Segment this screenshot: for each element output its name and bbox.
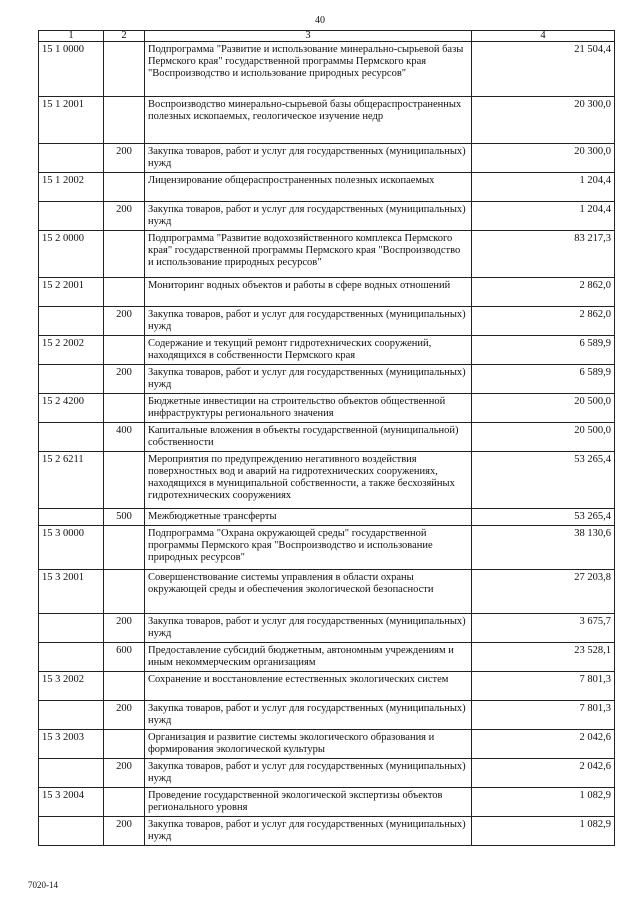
row-expense-type-cell: 500 xyxy=(104,509,145,526)
document-code: 7020-14 xyxy=(28,880,58,890)
table-row xyxy=(39,452,615,509)
row-name-cell: Закупка товаров, работ и услуг для государственных (муниципальных) нужд xyxy=(145,144,472,173)
row-expense-type-cell xyxy=(104,394,145,423)
row-expense-type-cell: 200 xyxy=(104,759,145,788)
table-row xyxy=(39,701,615,730)
row-amount-cell: 20 300,0 xyxy=(472,97,615,144)
row-code-cell xyxy=(39,202,104,231)
row-name-cell: Содержание и текущий ремонт гидротехнических сооружений, находящихся в собственности Пермского края xyxy=(145,336,472,365)
row-expense-type-cell xyxy=(104,730,145,759)
row-expense-type-cell: 200 xyxy=(104,701,145,730)
row-name-cell: Закупка товаров, работ и услуг для государственных (муниципальных) нужд xyxy=(145,365,472,394)
header-col-1: 1 xyxy=(39,31,104,42)
row-expense-type-cell xyxy=(104,278,145,307)
row-name-cell: Сохранение и восстановление естественных экологических систем xyxy=(145,672,472,701)
table-row xyxy=(39,643,615,672)
row-code-cell: 15 1 2002 xyxy=(39,173,104,202)
row-expense-type-cell: 200 xyxy=(104,202,145,231)
row-amount-cell: 1 082,9 xyxy=(472,817,615,846)
table-row xyxy=(39,788,615,817)
row-amount-cell: 53 265,4 xyxy=(472,509,615,526)
row-name-cell: Лицензирование общераспространенных полезных ископаемых xyxy=(145,173,472,202)
table-row xyxy=(39,509,615,526)
row-code-cell: 15 2 0000 xyxy=(39,231,104,278)
table-row xyxy=(39,423,615,452)
table-row xyxy=(39,570,615,614)
row-code-cell: 15 3 2001 xyxy=(39,570,104,614)
row-expense-type-cell xyxy=(104,42,145,97)
table-row xyxy=(39,730,615,759)
row-amount-cell: 2 042,6 xyxy=(472,759,615,788)
row-name-cell: Совершенствование системы управления в области охраны окружающей среды и обеспечения экологической безопасности xyxy=(145,570,472,614)
table-row xyxy=(39,336,615,365)
row-code-cell xyxy=(39,614,104,643)
row-expense-type-cell: 600 xyxy=(104,643,145,672)
row-name-cell: Закупка товаров, работ и услуг для государственных (муниципальных) нужд xyxy=(145,202,472,231)
row-amount-cell: 20 300,0 xyxy=(472,144,615,173)
row-code-cell xyxy=(39,365,104,394)
row-expense-type-cell xyxy=(104,452,145,509)
row-name-cell: Подпрограмма "Охрана окружающей среды" государственной программы Пермского края "Воспроизводство и использование природных ресурсов" xyxy=(145,526,472,570)
table-row xyxy=(39,42,615,97)
row-name-cell: Закупка товаров, работ и услуг для государственных (муниципальных) нужд xyxy=(145,307,472,336)
row-name-cell: Межбюджетные трансферты xyxy=(145,509,472,526)
row-expense-type-cell xyxy=(104,788,145,817)
table-row xyxy=(39,614,615,643)
row-expense-type-cell xyxy=(104,97,145,144)
row-amount-cell: 3 675,7 xyxy=(472,614,615,643)
row-code-cell: 15 2 6211 xyxy=(39,452,104,509)
row-name-cell: Подпрограмма "Развитие водохозяйственного комплекса Пермского края" государственной программы Пермского края "Воспроизводство и использование природных ресурсов" xyxy=(145,231,472,278)
row-amount-cell: 53 265,4 xyxy=(472,452,615,509)
row-name-cell: Закупка товаров, работ и услуг для государственных (муниципальных) нужд xyxy=(145,614,472,643)
row-amount-cell: 20 500,0 xyxy=(472,423,615,452)
header-col-2: 2 xyxy=(104,31,145,42)
row-amount-cell: 20 500,0 xyxy=(472,394,615,423)
row-code-cell: 15 2 2002 xyxy=(39,336,104,365)
row-amount-cell: 6 589,9 xyxy=(472,365,615,394)
row-code-cell xyxy=(39,817,104,846)
row-amount-cell: 2 862,0 xyxy=(472,278,615,307)
row-name-cell: Закупка товаров, работ и услуг для государственных (муниципальных) нужд xyxy=(145,701,472,730)
row-amount-cell: 21 504,4 xyxy=(472,42,615,97)
table-row xyxy=(39,231,615,278)
row-expense-type-cell: 200 xyxy=(104,365,145,394)
page-number: 40 xyxy=(315,15,325,26)
row-expense-type-cell: 400 xyxy=(104,423,145,452)
row-code-cell xyxy=(39,509,104,526)
row-amount-cell: 6 589,9 xyxy=(472,336,615,365)
row-name-cell: Проведение государственной экологической экспертизы объектов регионального уровня xyxy=(145,788,472,817)
row-amount-cell: 1 204,4 xyxy=(472,173,615,202)
table-row xyxy=(39,365,615,394)
table-row xyxy=(39,97,615,144)
row-amount-cell: 83 217,3 xyxy=(472,231,615,278)
header-row xyxy=(39,31,615,42)
header-col-3: 3 xyxy=(145,31,472,42)
budget-table xyxy=(38,30,615,846)
row-code-cell: 15 3 0000 xyxy=(39,526,104,570)
row-amount-cell: 7 801,3 xyxy=(472,701,615,730)
table-row xyxy=(39,173,615,202)
table-row xyxy=(39,672,615,701)
row-amount-cell: 2 862,0 xyxy=(472,307,615,336)
row-amount-cell: 7 801,3 xyxy=(472,672,615,701)
row-expense-type-cell: 200 xyxy=(104,614,145,643)
row-code-cell xyxy=(39,144,104,173)
row-name-cell: Закупка товаров, работ и услуг для государственных (муниципальных) нужд xyxy=(145,817,472,846)
row-name-cell: Закупка товаров, работ и услуг для государственных (муниципальных) нужд xyxy=(145,759,472,788)
row-amount-cell: 38 130,6 xyxy=(472,526,615,570)
row-name-cell: Капитальные вложения в объекты государственной (муниципальной) собственности xyxy=(145,423,472,452)
table-row xyxy=(39,759,615,788)
table-body xyxy=(39,42,615,846)
table-row xyxy=(39,307,615,336)
row-code-cell xyxy=(39,423,104,452)
row-code-cell: 15 1 0000 xyxy=(39,42,104,97)
header-col-4: 4 xyxy=(472,31,615,42)
row-name-cell: Подпрограмма "Развитие и использование минерально-сырьевой базы Пермского края" государственной программы Пермского края "Воспроизводство и использование природных ресурсов" xyxy=(145,42,472,97)
table-row xyxy=(39,526,615,570)
row-expense-type-cell xyxy=(104,173,145,202)
row-expense-type-cell xyxy=(104,570,145,614)
row-expense-type-cell: 200 xyxy=(104,144,145,173)
row-amount-cell: 1 082,9 xyxy=(472,788,615,817)
row-amount-cell: 27 203,8 xyxy=(472,570,615,614)
row-amount-cell: 1 204,4 xyxy=(472,202,615,231)
table-row xyxy=(39,278,615,307)
row-code-cell xyxy=(39,759,104,788)
row-name-cell: Мониторинг водных объектов и работы в сфере водных отношений xyxy=(145,278,472,307)
row-name-cell: Предоставление субсидий бюджетным, автономным учреждениям и иным некоммерческим организациям xyxy=(145,643,472,672)
table-row xyxy=(39,394,615,423)
row-code-cell: 15 3 2004 xyxy=(39,788,104,817)
row-expense-type-cell: 200 xyxy=(104,817,145,846)
row-code-cell: 15 3 2002 xyxy=(39,672,104,701)
row-code-cell: 15 3 2003 xyxy=(39,730,104,759)
row-expense-type-cell xyxy=(104,336,145,365)
row-code-cell: 15 2 4200 xyxy=(39,394,104,423)
row-expense-type-cell xyxy=(104,672,145,701)
table-row xyxy=(39,202,615,231)
table-row xyxy=(39,144,615,173)
row-expense-type-cell: 200 xyxy=(104,307,145,336)
row-name-cell: Организация и развитие системы экологического образования и формирования экологической культуры xyxy=(145,730,472,759)
row-code-cell: 15 1 2001 xyxy=(39,97,104,144)
row-code-cell xyxy=(39,701,104,730)
row-expense-type-cell xyxy=(104,231,145,278)
row-code-cell: 15 2 2001 xyxy=(39,278,104,307)
row-code-cell xyxy=(39,643,104,672)
table-row xyxy=(39,817,615,846)
row-amount-cell: 23 528,1 xyxy=(472,643,615,672)
row-expense-type-cell xyxy=(104,526,145,570)
row-code-cell xyxy=(39,307,104,336)
row-name-cell: Бюджетные инвестиции на строительство объектов общественной инфраструктуры регионального значения xyxy=(145,394,472,423)
row-amount-cell: 2 042,6 xyxy=(472,730,615,759)
row-name-cell: Мероприятия по предупреждению негативного воздействия поверхностных вод и аварий на гидротехнических сооружениях, находящихся в муниципальной собственности, а также бесхозяйных гидротехнических сооружениях xyxy=(145,452,472,509)
row-name-cell: Воспроизводство минерально-сырьевой базы общераспространенных полезных ископаемых, геологическое изучение недр xyxy=(145,97,472,144)
